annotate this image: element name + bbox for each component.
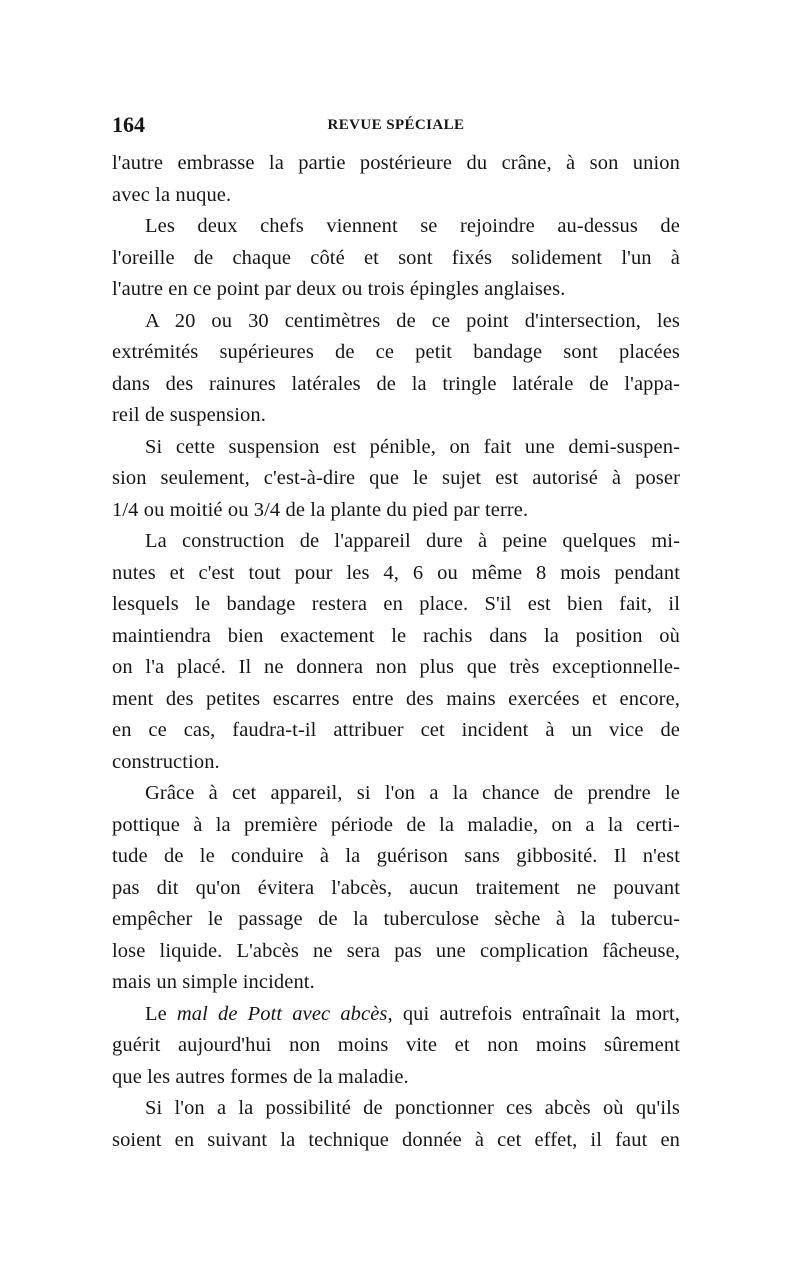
text-line: lose liquide. L'abcès ne sera pas une complication fâcheuse, <box>112 939 680 962</box>
text-line: construction. <box>112 750 220 773</box>
body-text <box>112 148 680 1156</box>
text-line: lesquels le bandage restera en place. S'il est bien fait, il <box>112 593 680 615</box>
text-line: La construction de l'appareil dure à peine quelques mi- <box>145 530 680 552</box>
text-line: pas dit qu'on évitera l'abcès, aucun traitement ne pouvant <box>112 876 680 899</box>
text-line: l'autre embrasse la partie postérieure du crâne, à son union <box>112 152 680 174</box>
italic-term: mal de Pott avec abcès <box>176 1002 388 1025</box>
text-line: empêcher le passage de la tuberculose sèche à la tubercu- <box>112 908 680 930</box>
text-line: on l'a placé. Il ne donnera non plus que très exceptionnelle- <box>112 656 680 678</box>
text-line: reil de suspension. <box>112 404 266 426</box>
text-line: maintiendra bien exactement le rachis dans la position où <box>112 624 680 647</box>
text-line <box>112 999 680 1031</box>
running-head <box>112 112 680 138</box>
text-line: l'autre en ce point par deux ou trois épingles anglaises. <box>112 278 566 300</box>
text-line: A 20 ou 30 centimètres de ce point d'intersection, les <box>145 309 680 332</box>
text-line: que les autres formes de la maladie. <box>112 1065 409 1088</box>
page-number: 164 <box>112 112 145 137</box>
text-line: soient en suivant la technique donnée à cet effet, il faut en <box>112 1128 680 1151</box>
text-line: sion seulement, c'est-à-dire que le sujet est autorisé à poser <box>112 467 680 489</box>
text-line: tude de le conduire à la guérison sans gibbosité. Il n'est <box>112 845 680 867</box>
text-line: Si l'on a la possibilité de ponctionner ces abcès où qu'ils <box>145 1097 680 1119</box>
text-line: ment des petites escarres entre des mains exercées et encore, <box>112 687 680 710</box>
text-line: pottique à la première période de la maladie, on a la certi- <box>112 813 680 836</box>
text-run: , qui autrefois entraînait la mort, <box>387 1002 680 1025</box>
text-line: Les deux chefs viennent se rejoindre au-dessus de <box>145 215 680 237</box>
running-title: REVUE SPÉCIALE <box>327 117 465 133</box>
text-line: avec la nuque. <box>112 183 232 206</box>
text-line: mais un simple incident. <box>112 971 315 993</box>
text-line: 1/4 ou moitié ou 3/4 de la plante du pied par terre. <box>112 498 529 521</box>
text-line: l'oreille de chaque côté et sont fixés solidement l'un à <box>112 246 680 269</box>
text-line: Si cette suspension est pénible, on fait une demi-suspen- <box>145 435 680 458</box>
text-run: Le <box>145 1002 177 1025</box>
text-line: en ce cas, faudra-t-il attribuer cet incident à un vice de <box>112 719 680 741</box>
text-line: Grâce à cet appareil, si l'on a la chance de prendre le <box>145 782 680 804</box>
text-line: dans des rainures latérales de la tringle latérale de l'appa- <box>112 372 680 395</box>
text-line: extrémités supérieures de ce petit bandage sont placées <box>112 341 680 363</box>
text-line: nutes et c'est tout pour les 4, 6 ou même 8 mois pendant <box>112 561 680 584</box>
text-line: guérit aujourd'hui non moins vite et non moins sûrement <box>112 1034 680 1056</box>
